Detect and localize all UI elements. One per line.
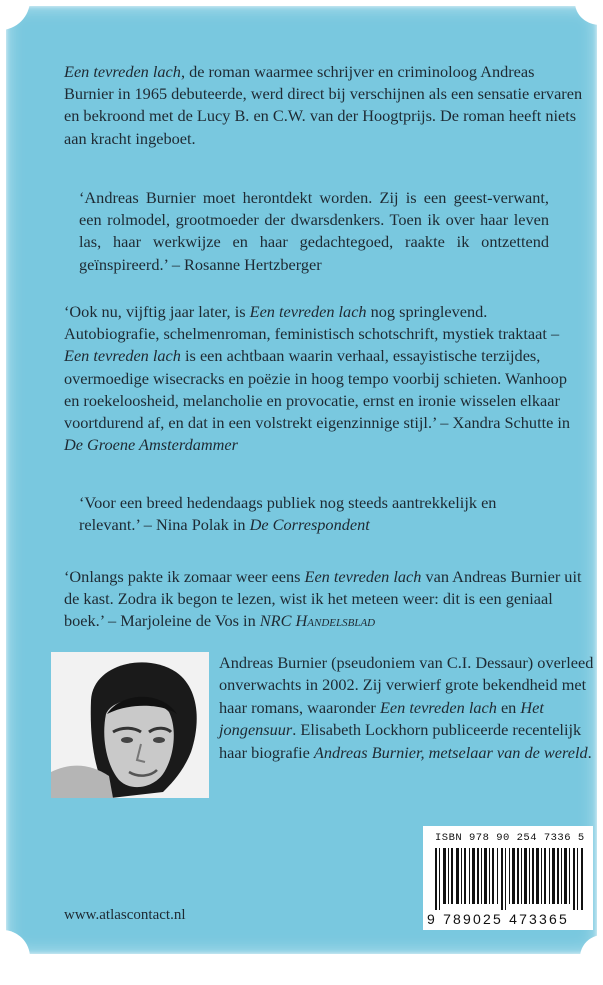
quote-hertzberger: ‘Andreas Burnier moet herontdekt worden. Zij is een geest-verwant, een rolmodel, grootmoeder der dwarsdenkers. Toen ik over haar leven las, haar werkwijze en haar gedachtegoed, raakte ik ontzettend geïnspireerd.’ – Rosanne Hertzberger [79,188,549,274]
barcode-digits: 9 789025 473365 [427,911,569,927]
quote-polak: ‘Voor een breed hedendaags publiek nog steeds aantrekkelijk en relevant.’ – Nina Polak in De Correspondent [79,493,497,535]
author-photo [51,652,209,798]
intro-paragraph: Een tevreden lach, de roman waarmee schrijver en criminoloog Andreas Burnier in 1965 debuteerde, werd direct bij verschijnen als een sensatie ervaren en bekroond met de Lucy B. en C.W. van der Hoogtprijs. De roman heeft niets aan kracht ingeboet. [64,62,583,148]
barcode-icon [435,848,585,910]
isbn-label: ISBN 978 90 254 7336 5 [435,832,585,844]
author-bio: Andreas Burnier (pseudoniem van C.I. Dessaur) overleed onverwachts in 2002. Zij verwierf grote bekendheid met haar romans, waaronder Een tevreden lach en Het jongensuur. Elisabeth Lockhorn publiceerde recentelijk haar biografie Andreas Burnier, metselaar van de wereld. [219,653,594,762]
isbn-barcode-box [423,826,593,930]
author-portrait-image [51,652,209,798]
quote-schutte: ‘Ook nu, vijftig jaar later, is Een tevreden lach nog springlevend. Autobiografie, schelmenroman, feministisch schotschrift, mystiek traktaat – Een tevreden lach is een achtbaan waarin verhaal, essayistische terzijdes, overmoedige wisecracks en poëzie in hoog tempo voorbij schieten. Wanhoop en roekeloosheid, melancholie en provocatie, ernst en ironie wisselen elkaar voortdurend af, en dat in een volstrekt eigenzinnige stijl.’ – Xandra Schutte in De Groene Amsterdammer [64,302,571,455]
publisher-url: www.atlascontact.nl [64,907,186,923]
quote-de-vos: ‘Onlangs pakte ik zomaar weer eens Een tevreden lach van Andreas Burnier uit de kast. Zodra ik begon te lezen, wist ik het meteen weer: dit is een geniaal boek.’ – Marjoleine de Vos in NRC Handelsblad [64,567,582,631]
